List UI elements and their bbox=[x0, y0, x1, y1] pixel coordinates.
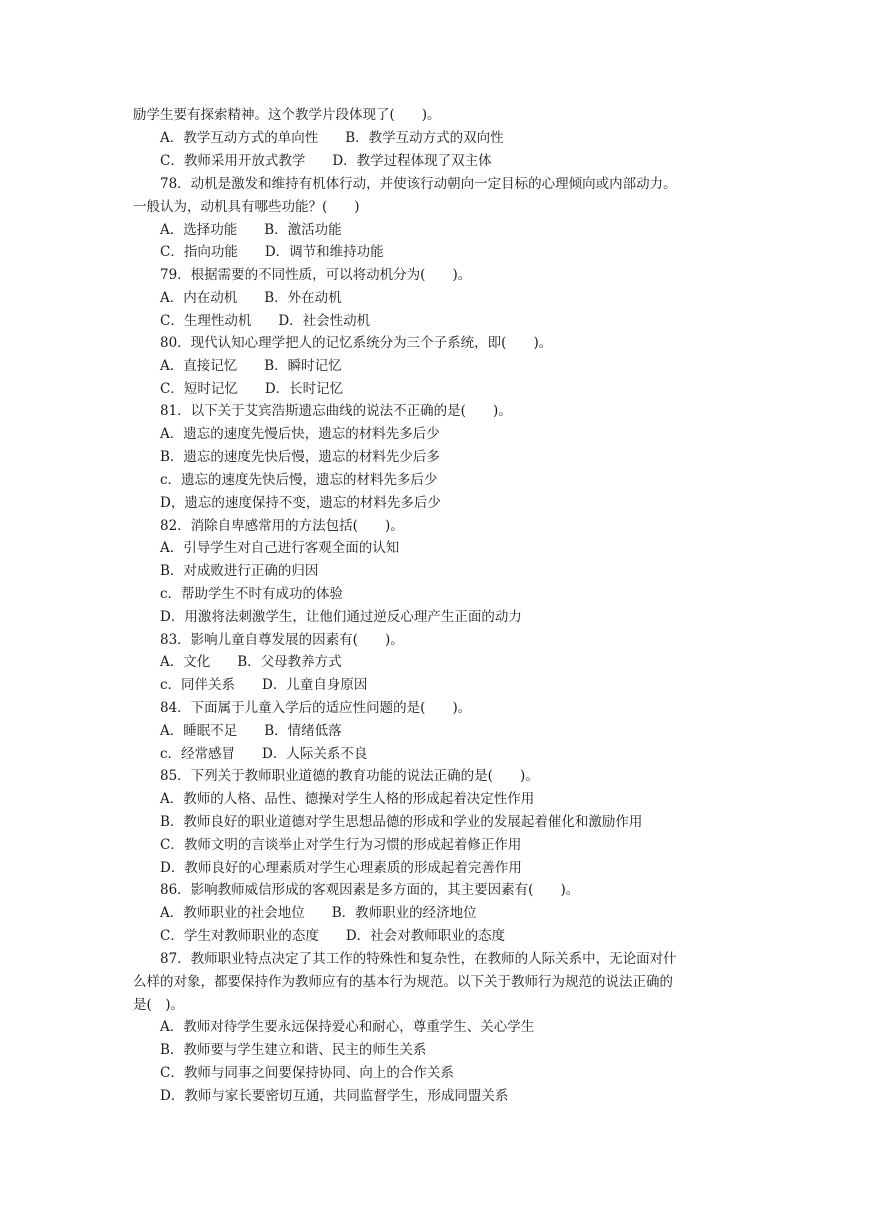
q83-option-a-b: A．文化 B．父母教养方式 bbox=[160, 654, 342, 670]
q82-option-b: B．对成败进行正确的归因 bbox=[160, 563, 319, 579]
q78-option-c-d: C．指向功能 D．调节和维持功能 bbox=[160, 244, 384, 260]
text-line-1: 励学生要有探索精神。这个教学片段体现了( )。 bbox=[133, 107, 441, 123]
q87-option-b: B．教师要与学生建立和谐、民主的师生关系 bbox=[160, 1042, 427, 1058]
q81-option-c: c．遗忘的速度先快后慢，遗忘的材料先多后少 bbox=[160, 472, 438, 488]
q85-option-c: C．教师文明的言谈举止对学生行为习惯的形成起着修正作用 bbox=[160, 837, 522, 853]
question-78-cont: 一般认为，动机具有哪些功能？( ) bbox=[133, 199, 360, 215]
question-84: 84．下面属于儿童入学后的适应性问题的是( )。 bbox=[160, 700, 472, 716]
question-87-cont-1: 么样的对象，都要保持作为教师应有的基本行为规范。以下关于教师行为规范的说法正确的 bbox=[133, 974, 673, 990]
q80-option-c-d: C．短时记忆 D．长时记忆 bbox=[160, 381, 344, 397]
q78-option-a-b: A．选择功能 B．激活功能 bbox=[160, 222, 342, 238]
q85-option-b: B．教师良好的职业道德对学生思想品德的形成和学业的发展起着催化和激励作用 bbox=[160, 814, 643, 830]
q87-option-c: C．教师与同事之间要保持协同、向上的合作关系 bbox=[160, 1065, 454, 1081]
q79-option-c-d: C．生理性动机 D．社会性动机 bbox=[160, 313, 371, 329]
q81-option-b: B．遗忘的速度先快后慢，遗忘的材料先少后多 bbox=[160, 449, 440, 465]
question-81: 81．以下关于艾宾浩斯遗忘曲线的说法不正确的是( )。 bbox=[160, 403, 512, 419]
q87-option-a: A．教师对待学生要永远保持爱心和耐心，尊重学生、关心学生 bbox=[160, 1019, 535, 1035]
q85-option-d: D．教师良好的心理素质对学生心理素质的形成起着完善作用 bbox=[160, 860, 522, 876]
q80-option-a-b: A．直接记忆 B．瞬时记忆 bbox=[160, 358, 342, 374]
q86-option-c-d: C．学生对教师职业的态度 D．社会对教师职业的态度 bbox=[160, 928, 506, 944]
q82-option-c: c．帮助学生不时有成功的体验 bbox=[160, 586, 344, 602]
q84-option-a-b: A．睡眠不足 B．情绪低落 bbox=[160, 723, 342, 739]
question-79: 79．根据需要的不同性质，可以将动机分为( )。 bbox=[160, 267, 472, 283]
q79-option-a-b: A．内在动机 B．外在动机 bbox=[160, 290, 342, 306]
question-78: 78．动机是激发和维持有机体行动，并使该行动朝向一定目标的心理倾向或内部动力。 bbox=[160, 176, 677, 192]
q85-option-a: A．教师的人格、品性、德操对学生人格的形成起着决定性作用 bbox=[160, 791, 535, 807]
question-87-cont-2: 是( )。 bbox=[133, 997, 185, 1013]
question-87: 87．教师职业特点决定了其工作的特殊性和复杂性，在教师的人际关系中，无论面对什 bbox=[160, 951, 677, 967]
option-line-c-d: C．教师采用开放式教学 D．教学过程体现了双主体 bbox=[160, 153, 492, 169]
q83-option-c-d: c．同伴关系 D．儿童自身原因 bbox=[160, 677, 368, 693]
question-86: 86．影响教师威信形成的客观因素是多方面的，其主要因素有( )。 bbox=[160, 882, 580, 898]
q82-option-a: A．引导学生对自己进行客观全面的认知 bbox=[160, 540, 400, 556]
q86-option-a-b: A．教师职业的社会地位 B．教师职业的经济地位 bbox=[160, 905, 477, 921]
question-83: 83．影响儿童自尊发展的因素有( )。 bbox=[160, 632, 404, 648]
q87-option-d: D．教师与家长要密切互通，共同监督学生，形成同盟关系 bbox=[160, 1088, 509, 1104]
q81-option-a: A．遗忘的速度先慢后快，遗忘的材料先多后少 bbox=[160, 426, 440, 442]
q81-option-d: D，遗忘的速度保持不变，遗忘的材料先多后少 bbox=[160, 495, 441, 511]
question-85: 85．下列关于教师职业道德的教育功能的说法正确的是( )。 bbox=[160, 768, 539, 784]
option-line-a-b: A．教学互动方式的单向性 B．教学互动方式的双向性 bbox=[160, 130, 504, 146]
question-80: 80．现代认知心理学把人的记忆系统分为三个子系统，即( )。 bbox=[160, 335, 553, 351]
question-82: 82．消除自卑感常用的方法包括( )。 bbox=[160, 518, 404, 534]
q84-option-c-d: c．经常感冒 D．人际关系不良 bbox=[160, 746, 368, 762]
q82-option-d: D．用激将法刺激学生，让他们通过逆反心理产生正面的动力 bbox=[160, 609, 522, 625]
